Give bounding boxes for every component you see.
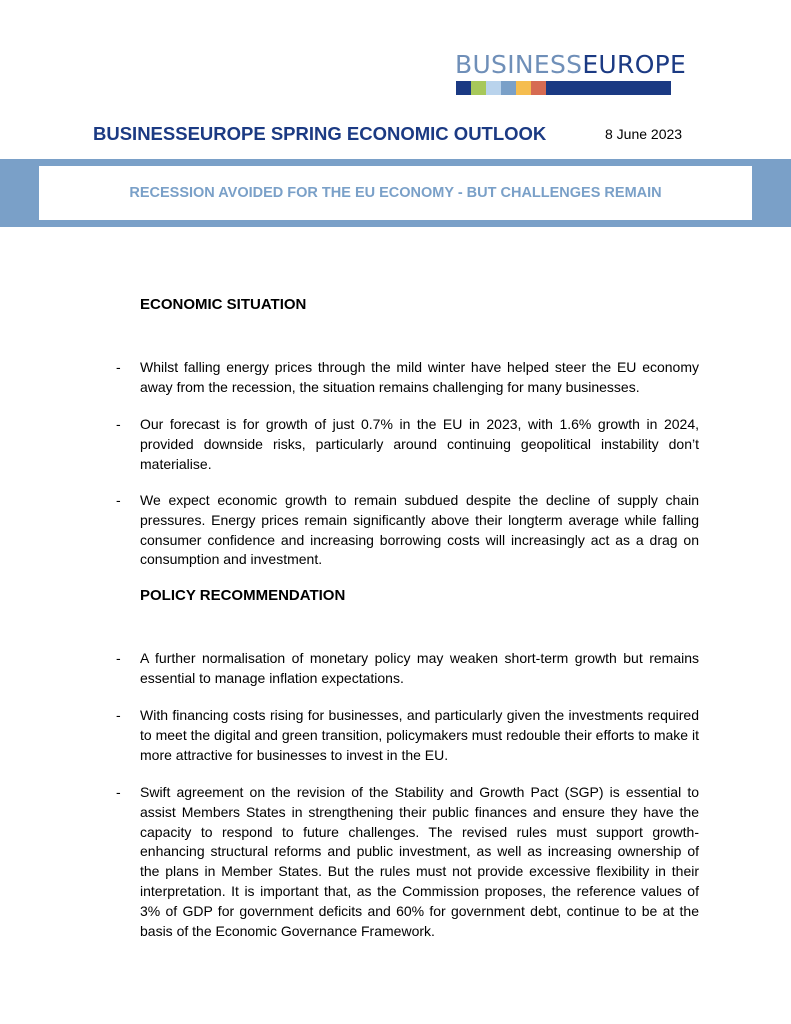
- bullet-marker: -: [116, 784, 121, 800]
- bullet-marker: -: [116, 359, 121, 375]
- logo-stripe-navy-long: [546, 81, 671, 95]
- banner-box: [39, 166, 752, 220]
- document-title: BUSINESSEUROPE SPRING ECONOMIC OUTLOOK: [93, 123, 547, 144]
- banner-headline: RECESSION AVOIDED FOR THE EU ECONOMY - BUT CHALLENGES REMAIN: [129, 185, 662, 201]
- section-heading-policy-recommendation: POLICY RECOMMENDATION: [140, 587, 346, 604]
- bullet-marker: -: [116, 707, 121, 723]
- section-heading-economic-situation: ECONOMIC SITUATION: [140, 296, 307, 313]
- logo-stripe-green: [471, 81, 486, 95]
- logo-stripe-blue: [501, 81, 516, 95]
- document-date: 8 June 2023: [605, 126, 683, 142]
- logo-stripe-yellow: [516, 81, 531, 95]
- policy-item-3: Swift agreement on the revision of the Stability and Growth Pact (SGP) is essential to assist Members States in strengthening their public finances and ensure they have the capacity to respond to future challenges. The revised rules must support growth-enhancing structural reforms and public investment, as well as increasing ownership of the plans in Member States. But the rules must not provide excessive flexibility in their interpretation. It is important that, as the Commission proposes, the reference values of 3% of GDP for government deficits and 60% for government debt, continue to be at the basis of the Economic Governance Framework.: [140, 784, 699, 939]
- logo-stripe-navy: [456, 81, 471, 95]
- logo-text-europe: EUROPE: [582, 50, 687, 79]
- bullet-marker: -: [116, 416, 121, 432]
- policy-item-1: A further normalisation of monetary policy may weaken short-term growth but remains essential to manage inflation expectations.: [140, 650, 699, 686]
- bullet-marker: -: [116, 492, 121, 508]
- logo-stripe-red: [531, 81, 546, 95]
- logo-stripe-light-blue: [486, 81, 501, 95]
- logo-wordmark: [455, 51, 686, 79]
- economic-situation-item-3: We expect economic growth to remain subdued despite the decline of supply chain pressures. Energy prices remain significantly above their longterm average while falling consumer confidence and increasing borrowing costs will increasingly act as a drag on consumption and investment.: [140, 492, 699, 568]
- policy-item-2: With financing costs rising for businesses, and particularly given the investments required to meet the digital and green transition, policymakers must redouble their efforts to make it more attractive for businesses to invest in the EU.: [140, 707, 699, 763]
- logo-text-business: BUSINESS: [455, 50, 583, 79]
- economic-situation-item-1: Whilst falling energy prices through the mild winter have helped steer the EU economy away from the recession, the situation remains challenging for many businesses.: [140, 359, 699, 395]
- economic-situation-item-2: Our forecast is for growth of just 0.7% in the EU in 2023, with 1.6% growth in 2024, provided downside risks, particularly around continuing geopolitical instability don’t materialise.: [140, 416, 699, 472]
- bullet-marker: -: [116, 650, 121, 666]
